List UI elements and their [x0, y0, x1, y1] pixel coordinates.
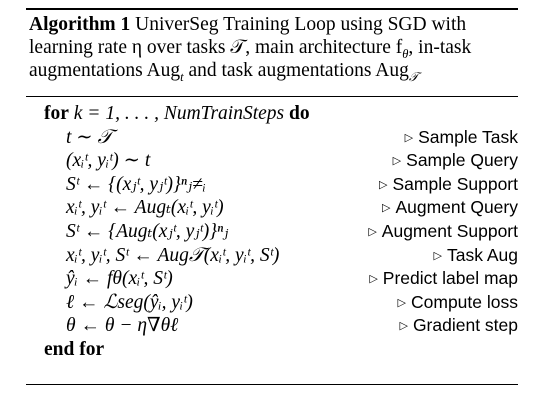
line-task-aug: [26, 244, 518, 268]
caption-line-3: [29, 59, 519, 82]
comment-marker-icon: ▷: [379, 178, 388, 191]
comment-augment-query: Augment Query: [395, 197, 518, 218]
stmt-gradient: θ ← θ − η∇θℓ: [66, 315, 179, 337]
comment-augment-support: Augment Support: [381, 220, 518, 241]
end-for-line: [26, 338, 518, 362]
top-rule: [26, 8, 518, 10]
for-range: k = 1, . . . , NumTrainSteps: [68, 103, 289, 124]
caption-sub-theta: θ: [402, 46, 409, 61]
comment-task-aug: Task Aug: [446, 244, 518, 265]
line-augment-support: [26, 220, 518, 244]
caption-line-2: [29, 36, 519, 59]
stmt-task-aug: xᵢᵗ, yᵢᵗ, Sᵗ ← Aug𝒯(xᵢᵗ, yᵢᵗ, Sᵗ): [66, 244, 280, 266]
caption-rule: [26, 96, 518, 97]
comment-predict: Predict label map: [382, 268, 518, 289]
line-sample-query: [26, 149, 518, 173]
caption-text-3a: augmentations Aug: [29, 60, 181, 81]
algorithm-label: Algorithm 1: [29, 14, 131, 35]
comment-marker-icon: ▷: [368, 225, 377, 238]
caption-text-1: UniverSeg Training Loop using SGD with: [135, 14, 467, 35]
for-keyword: for: [44, 103, 69, 124]
for-line: [26, 102, 518, 126]
comment-marker-icon: ▷: [369, 273, 378, 286]
caption-sub-T: 𝒯: [408, 68, 419, 84]
comment-marker-icon: ▷: [392, 155, 402, 168]
stmt-augment-query: xᵢᵗ, yᵢᵗ ← Augₜ(xᵢᵗ, yᵢᵗ): [66, 197, 224, 219]
caption-sub-t: t: [180, 69, 184, 84]
bottom-rule: [26, 384, 518, 385]
line-gradient: [26, 314, 518, 338]
stmt-sample-support: Sᵗ ← {(xⱼᵗ, yⱼᵗ)}ⁿⱼ≠ᵢ: [66, 173, 206, 195]
stmt-sample-query: (xᵢᵗ, yᵢᵗ) ∼ t: [66, 150, 151, 172]
comment-gradient: Gradient step: [412, 315, 518, 336]
algorithm-caption: [29, 13, 519, 82]
caption-line-1: [29, 13, 519, 36]
comment-sample-query: Sample Query: [406, 150, 518, 171]
line-sample-support: [26, 173, 518, 197]
comment-sample-support: Sample Support: [392, 173, 518, 194]
comment-loss: Compute loss: [411, 291, 518, 312]
comment-marker-icon: ▷: [381, 202, 391, 215]
caption-text-2-end: , in-task: [408, 37, 472, 58]
stmt-augment-support: Sᵗ ← {Augₜ(xⱼᵗ, yⱼᵗ)}ⁿⱼ: [66, 220, 229, 242]
algorithm-body: [26, 102, 518, 362]
caption-text-2: learning rate η over tasks 𝒯, main architecture f: [29, 37, 403, 58]
comment-marker-icon: ▷: [433, 249, 442, 262]
line-loss: [26, 291, 518, 315]
stmt-sample-task: t ∼ 𝒯: [66, 126, 113, 148]
line-predict: [26, 267, 518, 291]
comment-sample-task: Sample Task: [418, 126, 518, 147]
comment-marker-icon: ▷: [399, 320, 408, 333]
comment-marker-icon: ▷: [397, 296, 406, 309]
stmt-loss: ℓ ← ℒseg(ŷᵢ, yᵢᵗ): [66, 291, 193, 313]
end-for-keyword: end for: [44, 338, 105, 360]
stmt-predict: ŷᵢ ← fθ(xᵢᵗ, Sᵗ): [66, 268, 173, 290]
caption-text-3b: and task augmentations Aug: [183, 60, 409, 81]
do-keyword: do: [289, 103, 310, 124]
line-augment-query: [26, 196, 518, 220]
comment-marker-icon: ▷: [404, 131, 414, 144]
line-sample-task: [26, 126, 518, 150]
